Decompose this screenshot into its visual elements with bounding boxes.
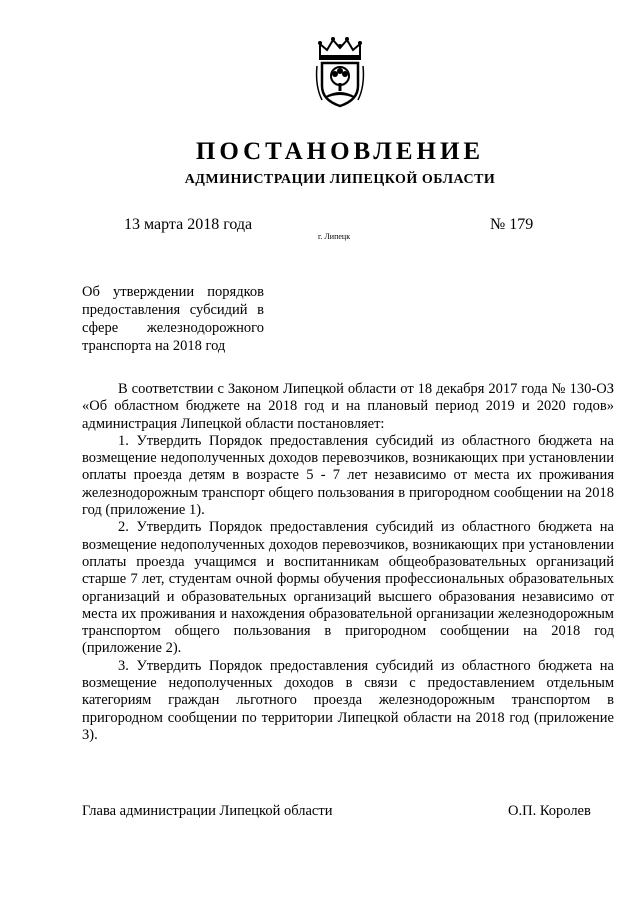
- intro-paragraph: В соответствии с Законом Липецкой области от 18 декабря 2017 года № 130-ОЗ «Об областном бюджете на 2018 год и на плановый период 2019 и 2020 годов» администрация Липецкой области постановляет:: [82, 381, 614, 432]
- signatory-name: О.П. Королев: [508, 803, 591, 819]
- document-date: 13 марта 2018 года: [124, 216, 253, 233]
- item-2-paragraph: 2. Утвердить Порядок предоставления субсидий из областного бюджета на возмещение недополученных доходов перевозчиков, возникающих при установлении оплаты проезда учащимся и воспитанникам общеобразовательных организаций старше 7 лет, студентам очной формы обучения профессиональных образовательных организаций и образовательных организаций высшего образования независимо от места их проживания и нахождения образовательной организации железнодорожным транспортом общего пользования в пригородном сообщении на 2018 год (приложение 2).: [82, 519, 614, 657]
- document-place: г. Липецк: [318, 232, 351, 241]
- document-number: № 179: [490, 216, 534, 233]
- item-1-paragraph: 1. Утвердить Порядок предоставления субсидий из областного бюджета на возмещение недополученных доходов перевозчиков, возникающих при установлении оплаты проезда детям в возрасте 5 - 7 лет независимо от места их проживания железнодорожным транспорт общего пользования в пригородном сообщении на 2018 год (приложение 1).: [82, 432, 614, 519]
- document-body: [82, 381, 614, 744]
- document-title: ПОСТАНОВЛЕНИЕ: [195, 138, 485, 165]
- signatory-position: Глава администрации Липецкой области: [82, 803, 333, 819]
- coat-of-arms-emblem: [314, 36, 366, 108]
- document-subject: Об утверждении порядков предоставления субсидий в сфере железнодорожного транспорта на 2018 год: [82, 284, 264, 354]
- item-3-paragraph: 3. Утвердить Порядок предоставления субсидий из областного бюджета на возмещение недополученных доходов в связи с предоставлением отдельным категориям граждан льготного проезда железнодорожным транспортом в пригородном сообщении по территории Липецкой области на 2018 год (приложение 3).: [82, 657, 614, 743]
- issuing-authority: АДМИНИСТРАЦИИ ЛИПЕЦКОЙ ОБЛАСТИ: [184, 172, 496, 187]
